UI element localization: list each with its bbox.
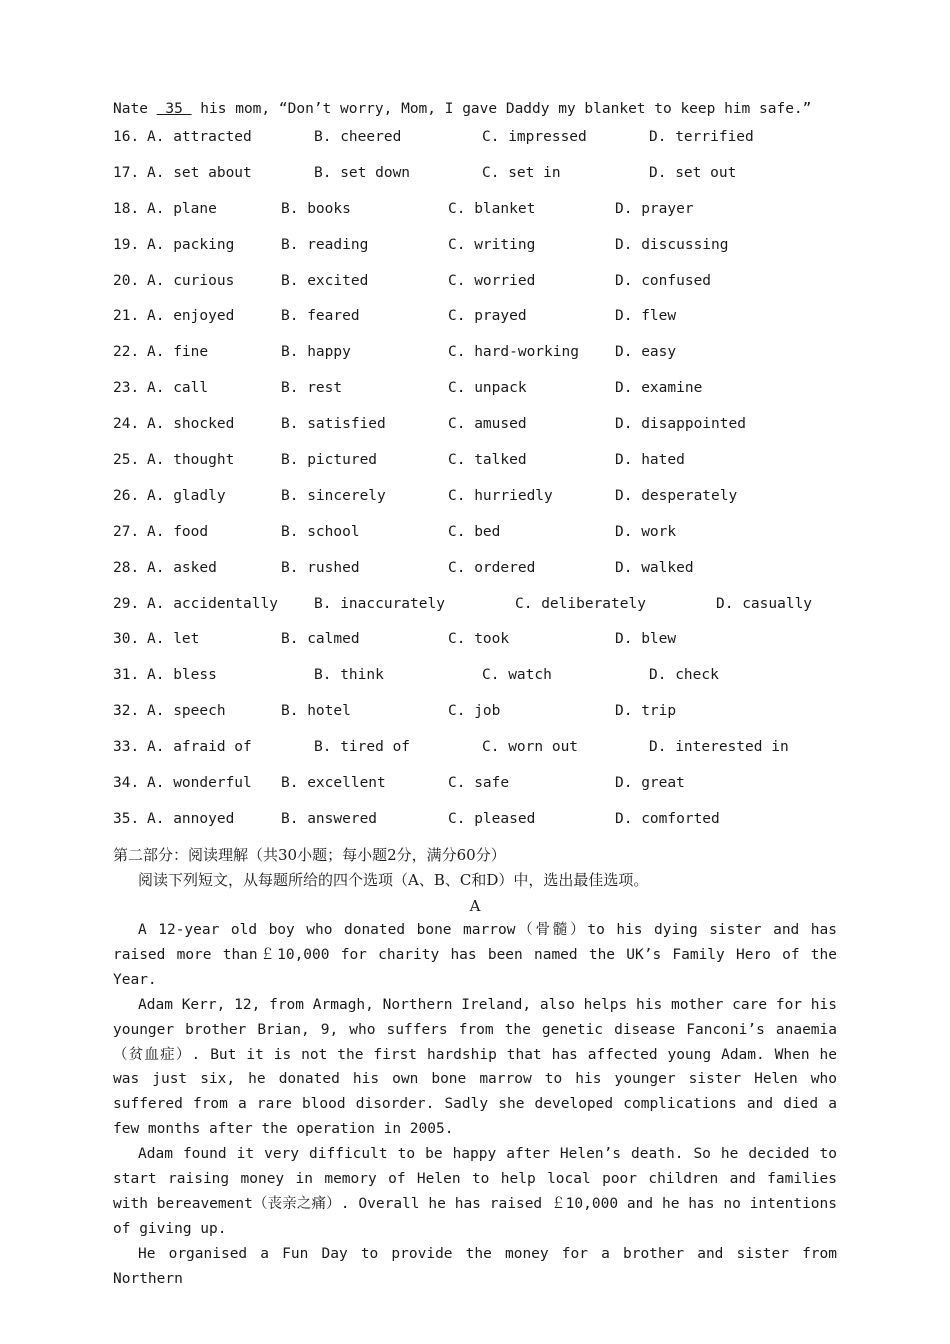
option-d: D. hated <box>615 452 685 469</box>
option-c: C. set in <box>482 164 561 181</box>
option-c: C. worn out <box>482 739 579 756</box>
question-row <box>113 521 853 557</box>
cloze-last-line <box>113 101 853 117</box>
question-number: 28. <box>113 559 140 576</box>
paragraph: Adam found it very difficult to be happy after Helen’s death. So he decided to start raising money in memory of Helen to help local poor children and families with bereavement（丧亲之痛）. Overall he has raised ￡10,000 and he has no intentions of giving up. <box>113 1146 837 1237</box>
option-c: C. bed <box>448 523 501 540</box>
option-d: D. comforted <box>615 810 720 827</box>
option-c: C. deliberately <box>515 595 646 612</box>
question-number: 18. <box>113 200 140 217</box>
question-row <box>113 557 853 593</box>
option-b: B. feared <box>281 308 360 325</box>
option-d: D. confused <box>615 272 712 289</box>
question-row <box>113 162 853 198</box>
option-a: A. food <box>147 523 209 540</box>
question-number: 31. <box>113 667 140 684</box>
question-row <box>113 593 853 629</box>
option-d: D. flew <box>615 308 677 325</box>
question-number: 34. <box>113 775 140 792</box>
cloze-prefix: Nate <box>113 101 157 117</box>
option-a: A. asked <box>147 559 217 576</box>
option-c: C. pleased <box>448 810 536 827</box>
option-a: A. packing <box>147 236 235 253</box>
question-number: 22. <box>113 344 140 361</box>
option-b: B. pictured <box>281 452 378 469</box>
question-number: 24. <box>113 416 140 433</box>
option-a: A. enjoyed <box>147 308 235 325</box>
paragraph: He organised a Fun Day to provide the money for a brother and sister from Northern <box>113 1245 837 1287</box>
option-b: B. cheered <box>314 129 402 145</box>
question-number: 27. <box>113 523 140 540</box>
option-a: A. wonderful <box>147 775 252 792</box>
option-c: C. took <box>448 631 510 648</box>
option-c: C. hard-working <box>448 344 579 361</box>
option-b: B. reading <box>281 236 369 253</box>
option-d: D. check <box>649 667 719 684</box>
option-d: D. interested in <box>649 739 789 756</box>
cloze-blank-35: 35 <box>156 101 192 117</box>
option-d: D. easy <box>615 344 677 361</box>
option-d: D. casually <box>716 595 813 612</box>
question-number: 33. <box>113 739 140 756</box>
question-number: 17. <box>113 164 140 181</box>
option-a: A. bless <box>147 667 217 684</box>
question-row <box>113 808 853 844</box>
option-c: C. amused <box>448 416 527 433</box>
option-b: B. set down <box>314 164 411 181</box>
option-a: A. attracted <box>147 129 252 145</box>
option-c: C. blanket <box>448 200 536 217</box>
option-a: A. let <box>147 631 200 648</box>
question-number: 25. <box>113 452 140 469</box>
option-b: B. school <box>281 523 360 540</box>
question-number: 19. <box>113 236 140 253</box>
option-a: A. shocked <box>147 416 235 433</box>
cloze-options-list <box>113 126 853 844</box>
question-row <box>113 198 853 234</box>
question-row <box>113 413 853 449</box>
option-a: A. curious <box>147 272 235 289</box>
option-a: A. set about <box>147 164 252 181</box>
question-number: 16. <box>113 129 140 145</box>
question-number: 20. <box>113 272 140 289</box>
option-a: A. gladly <box>147 487 226 504</box>
question-row <box>113 234 853 270</box>
question-row <box>113 270 853 306</box>
option-b: B. sincerely <box>281 487 386 504</box>
question-row <box>113 700 853 736</box>
question-row <box>113 341 853 377</box>
option-a: A. call <box>147 380 209 397</box>
option-d: D. terrified <box>649 129 754 145</box>
option-b: B. rushed <box>281 559 360 576</box>
option-a: A. afraid of <box>147 739 252 756</box>
option-c: C. watch <box>482 667 552 684</box>
option-d: D. trip <box>615 703 677 720</box>
option-d: D. discussing <box>615 236 729 253</box>
option-c: C. worried <box>448 272 536 289</box>
question-number: 35. <box>113 810 140 827</box>
option-d: D. set out <box>649 164 737 181</box>
option-b: B. rest <box>281 380 343 397</box>
option-c: C. unpack <box>448 380 527 397</box>
option-b: B. happy <box>281 344 351 361</box>
option-d: D. work <box>615 523 677 540</box>
option-d: D. walked <box>615 559 694 576</box>
paragraph: Adam Kerr, 12, from Armagh, Northern Ireland, also helps his mother care for his younger brother Brian, 9, who suffers from the genetic disease Fanconi’s anaemia（贫血症）. But it is not the first hardship that has affected young Adam. When he was just six, he donated his own bone marrow to his younger sister Helen who suffered from a rare blood disorder. Sadly she developed complications and died a few months after the operation in 2005. <box>113 996 837 1138</box>
section-heading: 第二部分：阅读理解（共30小题；每小题2分，满分60分） <box>113 846 506 864</box>
option-c: C. prayed <box>448 308 527 325</box>
option-b: B. hotel <box>281 703 351 720</box>
option-a: A. thought <box>147 452 235 469</box>
option-a: A. annoyed <box>147 810 235 827</box>
instructions: 阅读下列短文，从每题所给的四个选项（A、B、C和D）中，选出最佳选项。 <box>138 871 649 889</box>
question-row <box>113 664 853 700</box>
option-c: C. talked <box>448 452 527 469</box>
option-c: C. ordered <box>448 559 536 576</box>
question-row <box>113 628 853 664</box>
passage-label: A <box>469 897 481 915</box>
option-b: B. tired of <box>314 739 411 756</box>
option-b: B. answered <box>281 810 378 827</box>
option-c: C. safe <box>448 775 510 792</box>
option-b: B. calmed <box>281 631 360 648</box>
option-d: D. disappointed <box>615 416 746 433</box>
option-d: D. examine <box>615 380 703 397</box>
cloze-suffix: his mom, “Don’t worry, Mom, I gave Daddy my blanket to keep him safe.” <box>191 101 812 117</box>
question-number: 29. <box>113 595 140 612</box>
option-d: D. desperately <box>615 487 738 504</box>
option-b: B. inaccurately <box>314 595 445 612</box>
question-row <box>113 736 853 772</box>
question-row <box>113 485 853 521</box>
question-row <box>113 305 853 341</box>
paragraph: A 12-year old boy who donated bone marrow（骨髓）to his dying sister and has raised more than￡10,000 for charity has been named the UK’s Family Hero of the Year. <box>113 922 837 988</box>
question-row <box>113 377 853 413</box>
option-d: D. blew <box>615 631 677 648</box>
option-d: D. prayer <box>615 200 694 217</box>
question-row <box>113 772 853 808</box>
option-a: A. accidentally <box>147 595 278 612</box>
question-number: 32. <box>113 703 140 720</box>
option-b: B. satisfied <box>281 416 386 433</box>
option-b: B. excellent <box>281 775 386 792</box>
option-d: D. great <box>615 775 685 792</box>
option-c: C. job <box>448 703 501 720</box>
question-row <box>113 449 853 485</box>
option-b: B. think <box>314 667 384 684</box>
question-number: 26. <box>113 487 140 504</box>
question-number: 30. <box>113 631 140 648</box>
passage-a <box>113 918 837 1292</box>
option-a: A. speech <box>147 703 226 720</box>
option-b: B. excited <box>281 272 369 289</box>
question-row <box>113 126 853 162</box>
option-c: C. impressed <box>482 129 587 145</box>
option-b: B. books <box>281 200 351 217</box>
option-a: A. plane <box>147 200 217 217</box>
option-c: C. hurriedly <box>448 487 553 504</box>
option-a: A. fine <box>147 344 209 361</box>
question-number: 21. <box>113 308 140 325</box>
question-number: 23. <box>113 380 140 397</box>
option-c: C. writing <box>448 236 536 253</box>
